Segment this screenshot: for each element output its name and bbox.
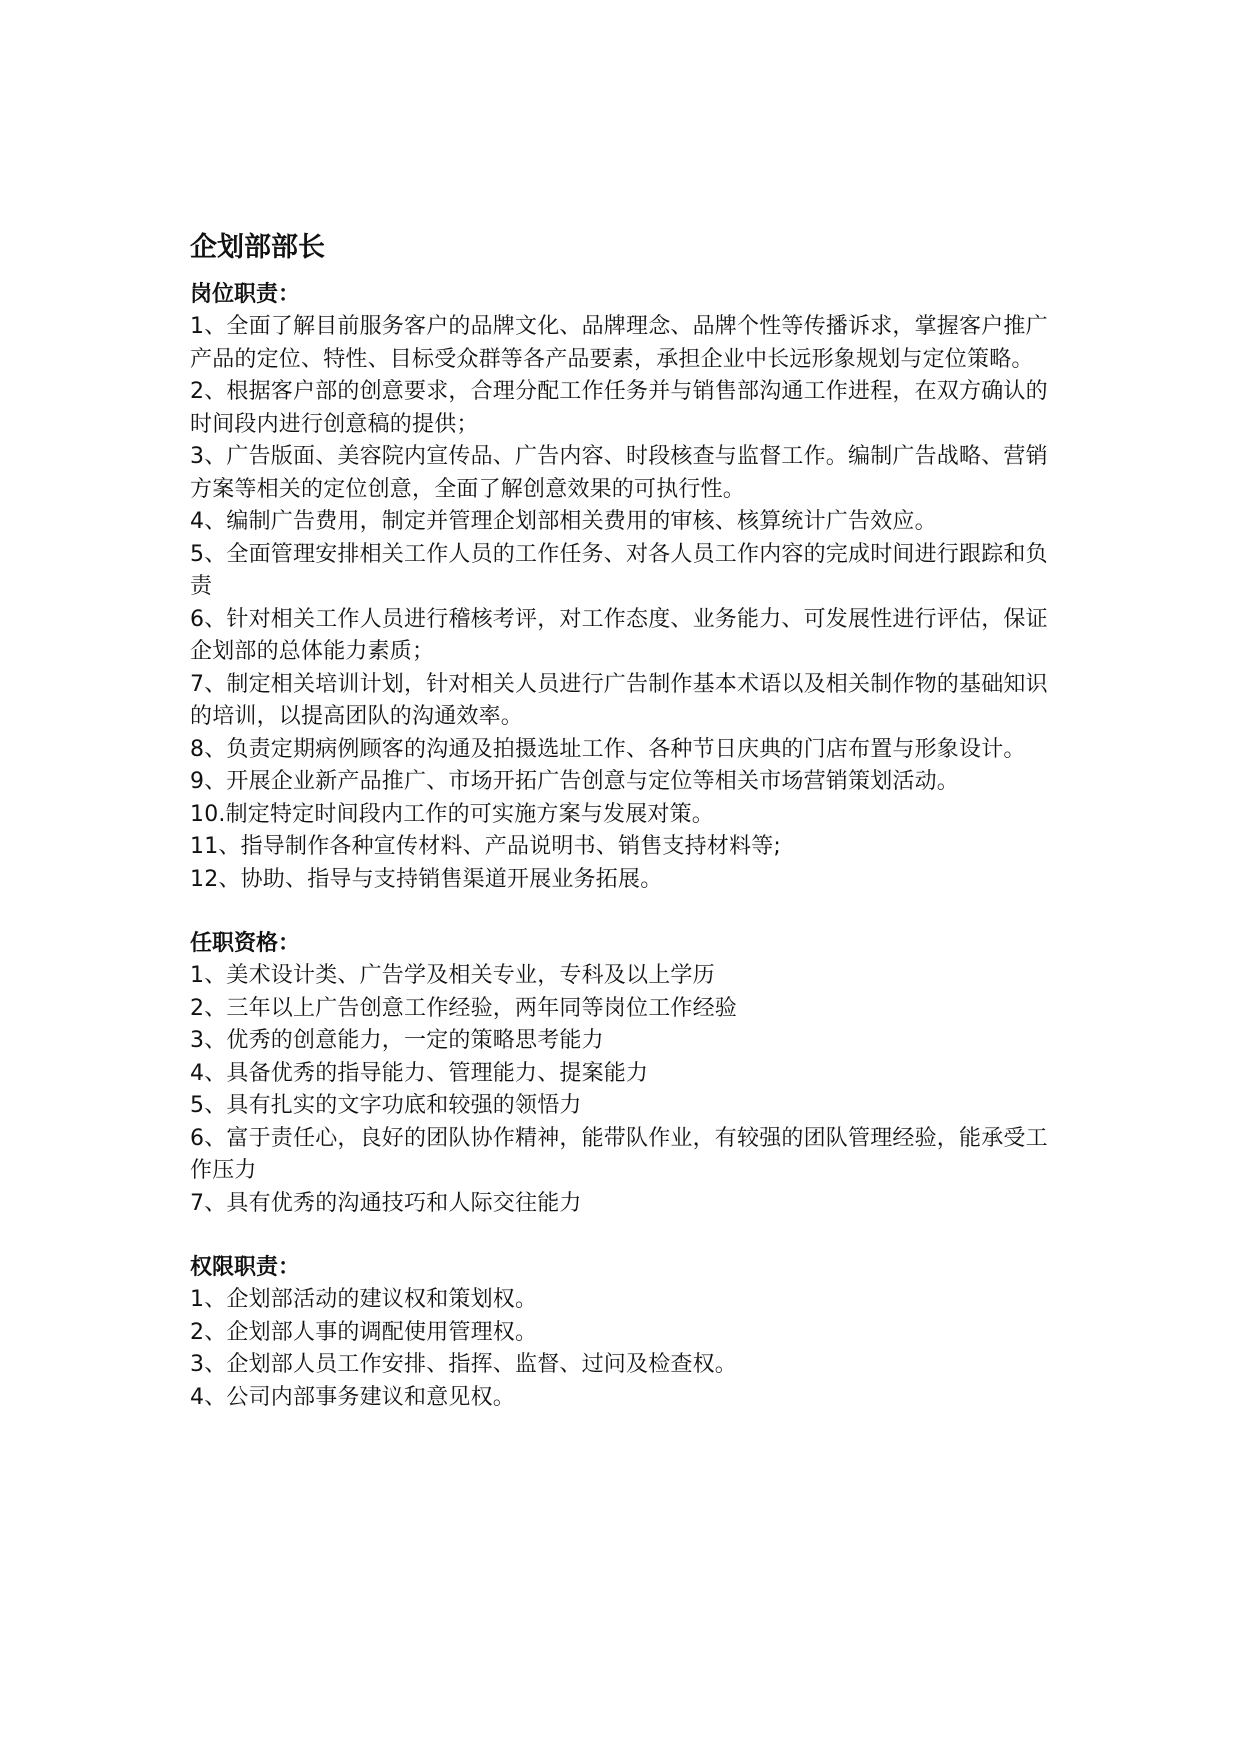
section-authority: [190, 1251, 1060, 1414]
list-item: 2、根据客户部的创意要求，合理分配工作任务并与销售部沟通工作进程，在双方确认的时间段内进行创意稿的提供；: [190, 379, 1048, 437]
list-item: 6、针对相关工作人员进行稽核考评，对工作态度、业务能力、可发展性进行评估，保证企划部的总体能力素质；: [190, 606, 1048, 664]
list-item: 7、具有优秀的沟通技巧和人际交往能力: [190, 1190, 582, 1216]
list-item: 3、企划部人员工作安排、指挥、监督、过问及检查权。: [190, 1352, 737, 1377]
section-heading: 岗位职责：: [190, 282, 301, 307]
section-responsibilities: [190, 278, 1060, 896]
list-item: 8、负责定期病例顾客的沟通及拍摄选址工作、各种节日庆典的门店布置与形象设计。: [190, 736, 1026, 762]
section-heading: 任职资格：: [190, 931, 301, 956]
list-item: 5、具有扎实的文字功底和较强的领悟力: [190, 1093, 582, 1118]
list-item: 6、富于责任心，良好的团队协作精神，能带队作业，有较强的团队管理经验，能承受工作压力: [190, 1125, 1048, 1183]
list-item: 5、全面管理安排相关工作人员的工作任务、对各人员工作内容的完成时间进行跟踪和负责: [190, 541, 1048, 599]
list-item: 4、公司内部事务建议和意见权。: [190, 1384, 515, 1410]
list-item: 7、制定相关培训计划，针对相关人员进行广告制作基本术语以及相关制作物的基础知识的培训，以提高团队的沟通效率。: [190, 671, 1048, 729]
list-item: 11、指导制作各种宣传材料、产品说明书、销售支持材料等;: [190, 834, 782, 859]
list-item: 2、企划部人事的调配使用管理权。: [190, 1319, 538, 1345]
list-item: 10.制定特定时间段内工作的可实施方案与发展对策。: [190, 801, 714, 827]
list-item: 1、企划部活动的建议权和策划权。: [190, 1287, 538, 1312]
list-item: 9、开展企业新产品推广、市场开拓广告创意与定位等相关市场营销策划活动。: [190, 769, 959, 794]
document-title: 企划部部长: [190, 232, 325, 263]
list-item: 4、具备优秀的指导能力、管理能力、提案能力: [190, 1060, 649, 1086]
list-item: 1、美术设计类、广告学及相关专业，专科及以上学历: [190, 963, 715, 988]
list-item: 12、协助、指导与支持销售渠道开展业务拓展。: [190, 866, 663, 892]
document-page: [190, 228, 1060, 1414]
list-item: 4、编制广告费用，制定并管理企划部相关费用的审核、核算统计广告效应。: [190, 509, 937, 534]
list-item: 2、三年以上广告创意工作经验，两年同等岗位工作经验: [190, 995, 737, 1021]
list-item: 3、优秀的创意能力，一定的策略思考能力: [190, 1028, 604, 1053]
list-item: 1、全面了解目前服务客户的品牌文化、品牌理念、品牌个性等传播诉求，掌握客户推广产品的定位、特性、目标受众群等各产品要素，承担企业中长远形象规划与定位策略。: [190, 314, 1048, 372]
section-qualifications: [190, 927, 1060, 1220]
section-heading: 权限职责：: [190, 1255, 301, 1280]
list-item: 3、广告版面、美容院内宣传品、广告内容、时段核查与监督工作。编制广告战略、营销方案等相关的定位创意，全面了解创意效果的可执行性。: [190, 444, 1048, 502]
